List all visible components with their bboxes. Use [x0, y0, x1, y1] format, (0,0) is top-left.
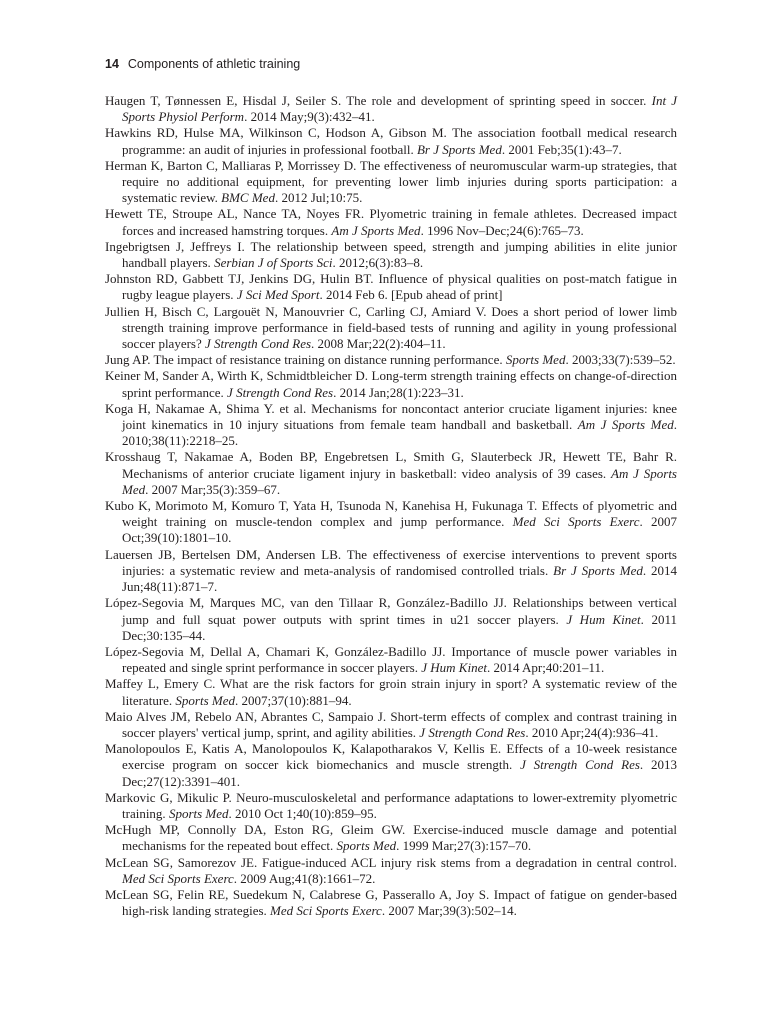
reference-details: . 2010;38(11):2218–25.	[122, 417, 677, 449]
reference-entry	[105, 125, 677, 157]
reference-citation: Hawkins RD, Hulse MA, Wilkinson C, Hodson A, Gibson M. The association football medical research programme: an audit of injuries in professional football.	[105, 125, 677, 157]
journal-title: J Sci Med Sport	[236, 287, 320, 303]
reference-entry	[105, 855, 677, 887]
journal-title: Sports Med	[336, 838, 397, 854]
reference-details: . 2008 Mar;22(2):404–11.	[311, 336, 446, 352]
reference-entry	[105, 644, 677, 676]
journal-title: Med Sci Sports Exerc	[512, 514, 640, 530]
reference-details: . 2003;33(7):539–52.	[565, 352, 676, 368]
reference-list	[105, 93, 677, 919]
journal-title: Serbian J of Sports Sci	[214, 255, 333, 271]
running-head	[105, 57, 300, 71]
reference-citation: Krosshaug T, Nakamae A, Boden BP, Engebretsen L, Smith G, Slauterbeck JR, Hewett TE, Bahr R. Mechanisms of anterior cruciate ligament injury in basketball: video analysis of 39 cases.	[105, 449, 677, 481]
reference-entry	[105, 352, 677, 368]
reference-entry	[105, 368, 677, 400]
reference-entry	[105, 401, 677, 450]
reference-citation: Haugen T, Tønnessen E, Hisdal J, Seiler S. The role and development of sprinting speed in soccer.	[105, 93, 652, 108]
journal-title: Br J Sports Med	[416, 141, 502, 157]
reference-details: . 2014 Jan;28(1):223–31.	[333, 384, 464, 400]
journal-title: J Strength Cond Res	[419, 724, 526, 740]
reference-entry	[105, 790, 677, 822]
reference-citation: Ingebrigtsen J, Jeffreys I. The relationship between speed, strength and jumping abilities in elite junior handball players.	[105, 238, 677, 271]
reference-entry	[105, 158, 677, 207]
reference-details: . 2010 Oct 1;40(10):859–95.	[228, 805, 377, 821]
reference-entry	[105, 595, 677, 644]
reference-citation: McLean SG, Felin RE, Suedekum N, Calabrese G, Passerallo A, Joy S. Impact of fatigue on gender-based high-risk landing strategies.	[105, 886, 677, 919]
reference-entry	[105, 887, 677, 919]
reference-details: . 2014 Feb 6. [Epub ahead of print]	[319, 287, 503, 303]
page-number: 14	[105, 57, 119, 71]
reference-citation: McLean SG, Samorezov JE. Fatigue-induced ACL injury risk stems from a degradation in central control.	[105, 854, 677, 870]
reference-entry	[105, 206, 677, 238]
reference-citation: Koga H, Nakamae A, Shima Y. et al. Mechanisms for noncontact anterior cruciate ligament injuries: knee joint kinematics in 10 injury situations from female team handball and basketball.	[105, 400, 677, 433]
reference-entry	[105, 709, 677, 741]
reference-citation: Maio Alves JM, Rebelo AN, Abrantes C, Sampaio J. Short-term effects of complex and contrast training in soccer players' vertical jump, sprint, and agility abilities.	[105, 708, 677, 740]
journal-title: Med Sci Sports Exerc	[270, 903, 382, 919]
reference-details: . 2001 Feb;35(1):43–7.	[501, 141, 622, 157]
journal-title: J Strength Cond Res	[205, 336, 312, 352]
journal-title: Sports Med	[175, 692, 236, 708]
journal-title: J Hum Kinet	[566, 611, 641, 627]
reference-entry	[105, 304, 677, 353]
reference-citation: Keiner M, Sander A, Wirth K, Schmidtbleicher D. Long-term strength training effects on change-of-direction sprint performance.	[105, 368, 677, 400]
reference-details: . 2014 Jun;48(11):871–7.	[122, 562, 678, 595]
reference-citation: Herman K, Barton C, Malliaras P, Morrissey D. The effectiveness of neuromuscular warm-up strategies, that require no additional equipment, for preventing lower limb injuries during sports participation: a systematic review.	[105, 157, 677, 206]
reference-citation: Jung AP. The impact of resistance training on distance running performance.	[105, 352, 506, 368]
journal-title: BMC Med	[221, 190, 275, 206]
journal-title: Br J Sports Med	[553, 562, 643, 578]
reference-entry	[105, 741, 677, 790]
reference-details: . 2007 Oct;39(10):1801–10.	[122, 514, 677, 546]
reference-details: . 2007;37(10):881–94.	[235, 692, 352, 708]
reference-details: . 2009 Aug;41(8):1661–72.	[233, 870, 376, 886]
journal-title: J Hum Kinet	[421, 660, 487, 676]
reference-details: . 1999 Mar;27(3):157–70.	[396, 838, 532, 854]
journal-title: J Strength Cond Res	[520, 757, 640, 773]
reference-citation: López-Segovia M, Dellal A, Chamari K, González-Badillo JJ. Importance of muscle power variables in repeated and single sprint performance in soccer players.	[105, 643, 677, 676]
journal-title: Am J Sports Med	[331, 222, 421, 238]
reference-details: . 2007 Mar;35(3):359–67.	[145, 481, 281, 497]
chapter-title: Components of athletic training	[127, 57, 301, 71]
reference-citation: Maffey L, Emery C. What are the risk factors for groin strain injury in sport? A systematic review of the literature.	[105, 676, 677, 708]
reference-entry	[105, 822, 677, 854]
reference-entry	[105, 449, 677, 498]
reference-entry	[105, 93, 677, 125]
reference-details: . 1996 Nov–Dec;24(6):765–73.	[420, 222, 584, 238]
reference-entry	[105, 498, 677, 547]
reference-citation: Johnston RD, Gabbett TJ, Jenkins DG, Hulin BT. Influence of physical qualities on post-match fatigue in rugby league players.	[105, 271, 677, 303]
journal-title: Med Sci Sports Exerc	[122, 870, 234, 886]
journal-title: Sports Med	[168, 805, 229, 821]
reference-details: . 2012;6(3):83–8.	[332, 255, 424, 271]
reference-citation: Manolopoulos E, Katis A, Manolopoulos K, Kalapotharakos V, Kellis E. Effects of a 10-week resistance exercise program on soccer kick biomechanics and muscle strength.	[105, 741, 677, 773]
reference-details: . 2014 May;9(3):432–41.	[244, 109, 375, 125]
reference-details: . 2012 Jul;10:75.	[274, 190, 363, 206]
reference-citation: McHugh MP, Connolly DA, Eston RG, Gleim GW. Exercise-induced muscle damage and potential mechanisms for the repeated bout effect.	[105, 822, 677, 854]
reference-entry	[105, 676, 677, 708]
journal-title: Am J Sports Med	[122, 465, 677, 497]
reference-citation: Hewett TE, Stroupe AL, Nance TA, Noyes FR. Plyometric training in female athletes. Decreased impact forces and increased hamstring torques.	[105, 206, 677, 238]
reference-entry	[105, 239, 677, 271]
reference-citation: Kubo K, Morimoto M, Komuro T, Yata H, Tsunoda N, Kanehisa H, Fukunaga T. Effects of plyometric and weight training on muscle-tendon complex and jump performance.	[105, 498, 677, 530]
reference-citation: Markovic G, Mikulic P. Neuro-musculoskeletal and performance adaptations to lower-extremity plyometric training.	[105, 789, 677, 821]
journal-title: J Strength Cond Res	[227, 384, 334, 400]
reference-citation: Jullien H, Bisch C, Largouët N, Manouvrier C, Carling CJ, Amiard V. Does a short period of lower limb strength training improve performance in field-based tests of running and agility in young professional soccer players?	[105, 303, 677, 352]
reference-details: . 2007 Mar;39(3):502–14.	[381, 903, 517, 919]
reference-details: . 2011 Dec;30:135–44.	[122, 611, 677, 643]
journal-title: Int J Sports Physiol Perform	[122, 93, 677, 125]
reference-citation: López-Segovia M, Marques MC, van den Tillaar R, González-Badillo JJ. Relationships between vertical jump and full squat power outputs with sprint times in u21 soccer players.	[105, 595, 677, 627]
reference-entry	[105, 547, 677, 596]
reference-details: . 2013 Dec;27(12):3391–401.	[122, 757, 678, 789]
reference-details: . 2014 Apr;40:201–11.	[486, 660, 605, 676]
journal-title: Sports Med	[505, 352, 566, 368]
reference-citation: Lauersen JB, Bertelsen DM, Andersen LB. The effectiveness of exercise interventions to prevent sports injuries: a systematic review and meta-analysis of randomised controlled trials.	[105, 546, 677, 578]
reference-entry	[105, 271, 677, 303]
journal-title: Am J Sports Med	[577, 417, 674, 433]
reference-details: . 2010 Apr;24(4):936–41.	[525, 724, 659, 740]
